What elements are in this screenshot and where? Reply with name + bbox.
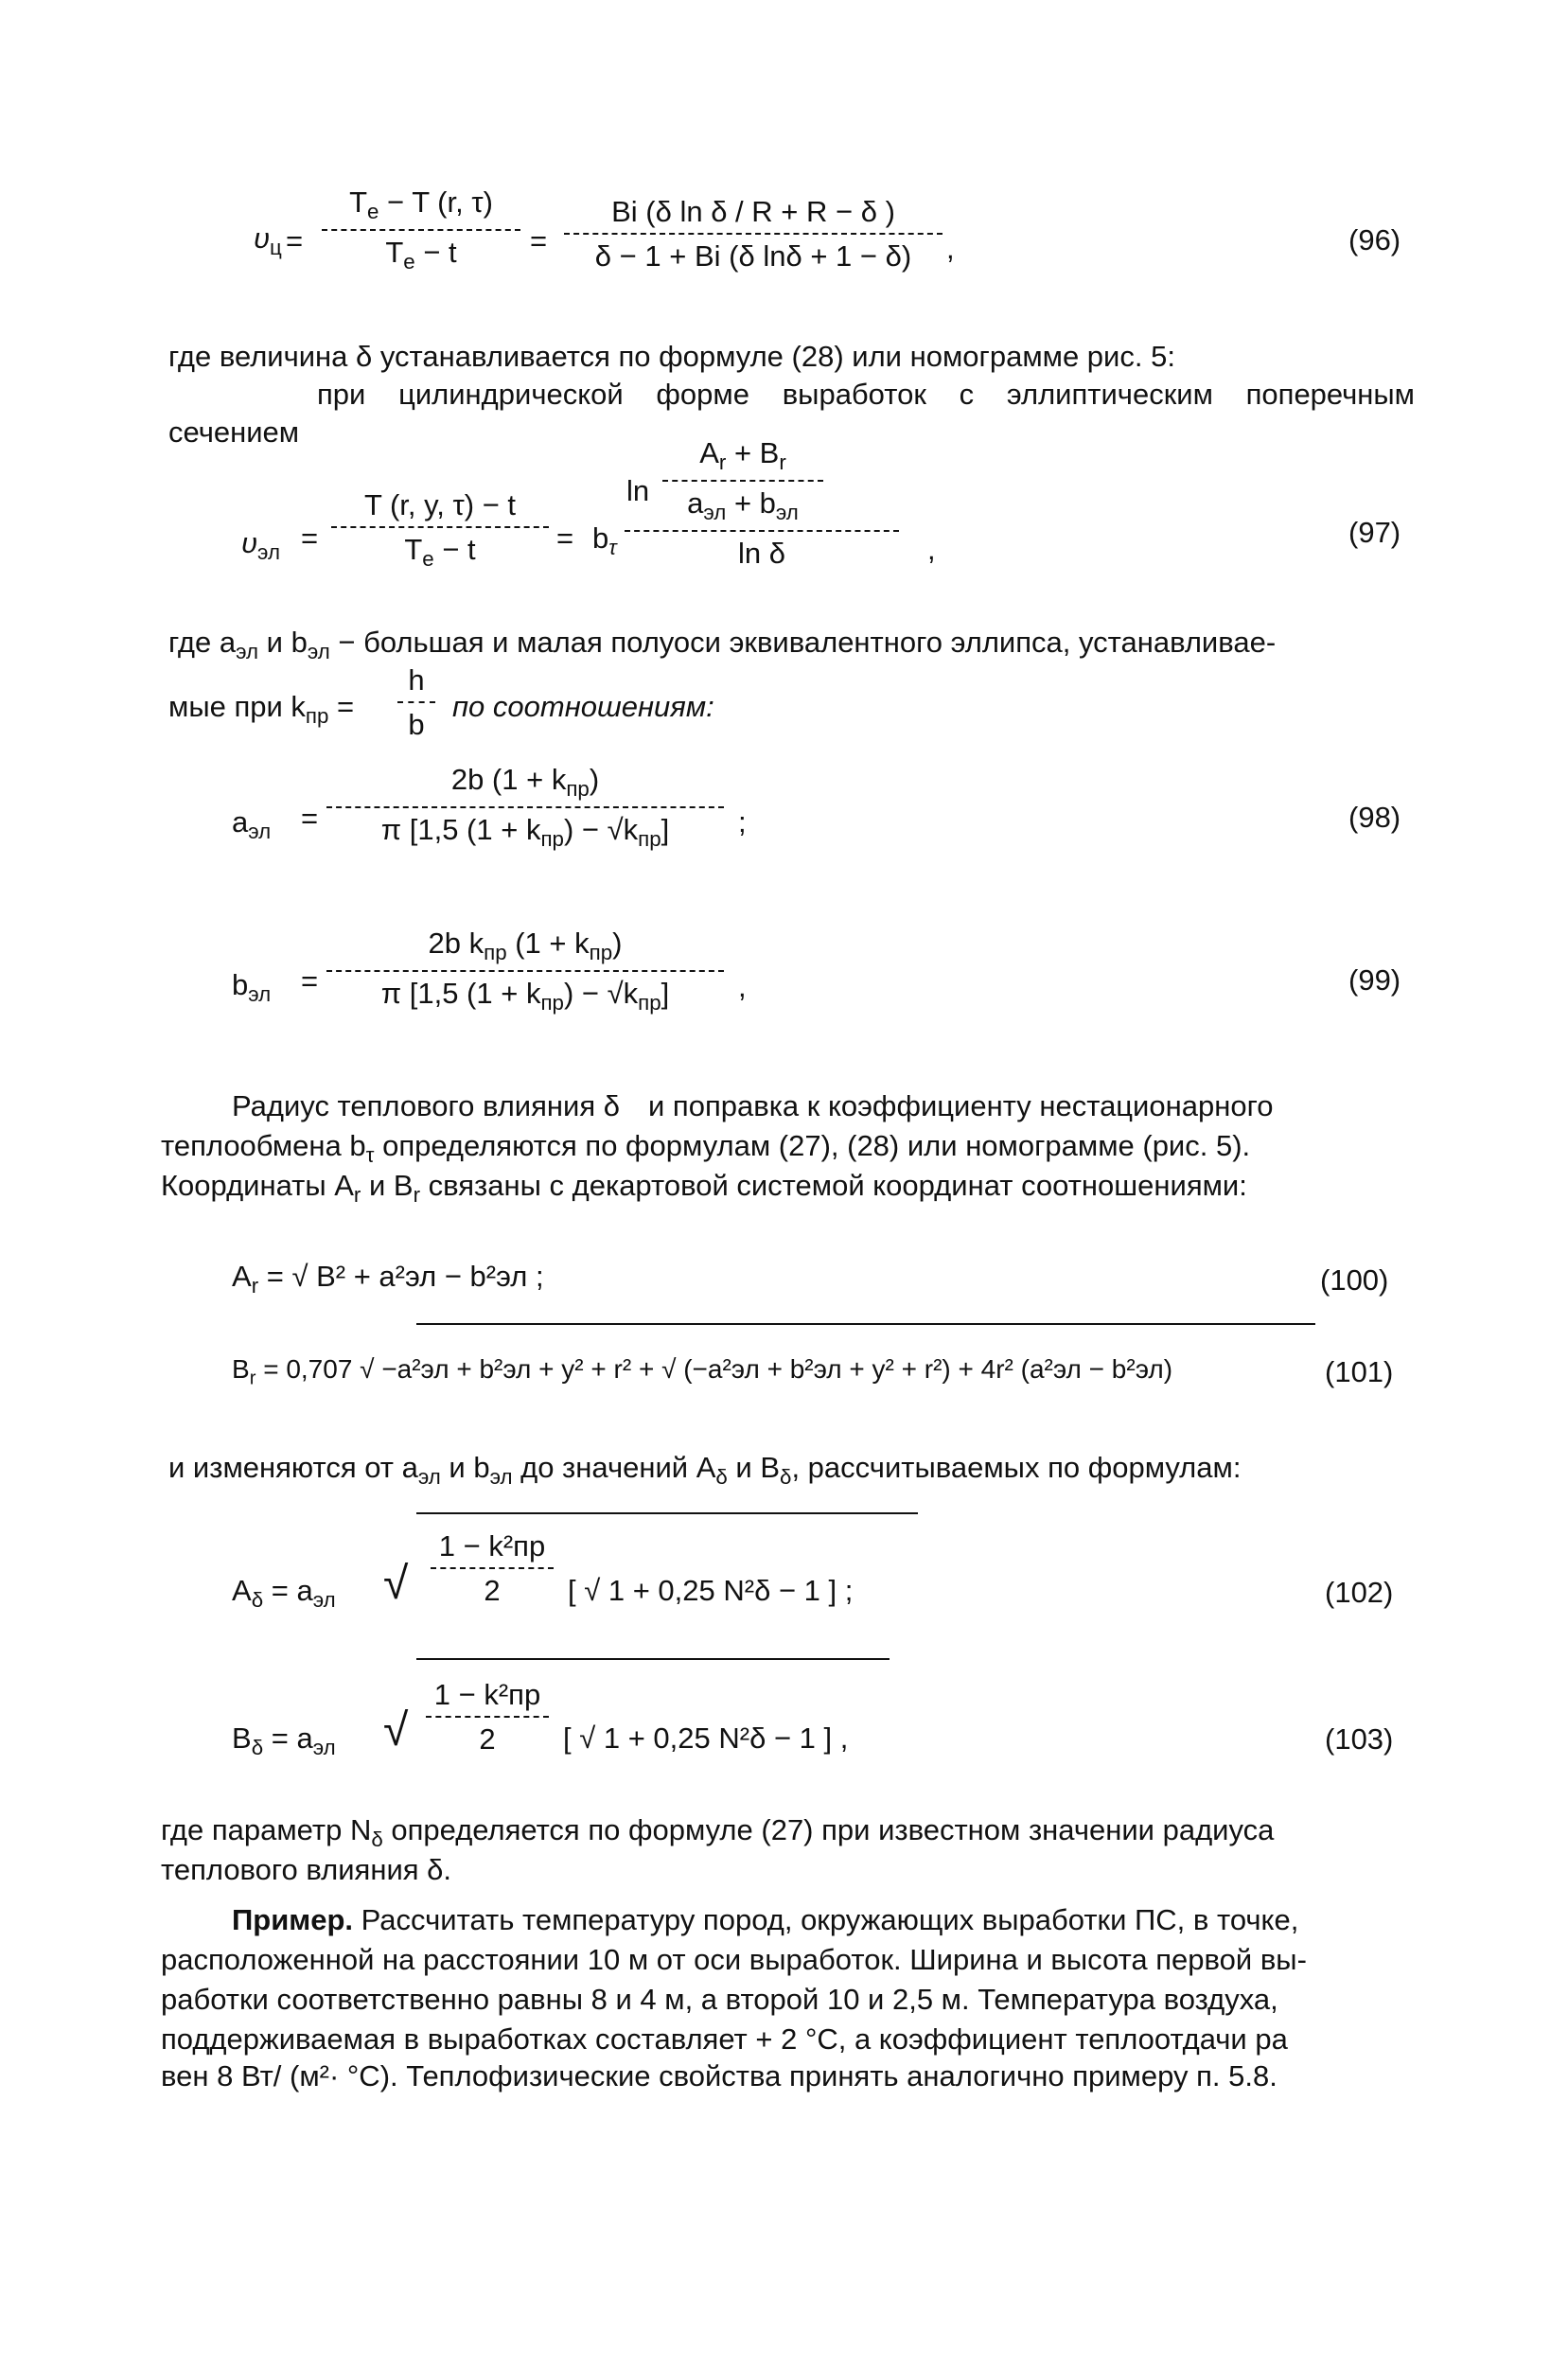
text-line-p2a: при цилиндрической форме выработок с эллиптическим поперечным <box>317 378 1415 411</box>
text-line-p7-2: расположенной на расстоянии 10 м от оси выработок. Ширина и высота первой вы- <box>161 1943 1307 1976</box>
eq97-inner-fraction: $A_r + B_r$ $a_{эл} + b_{эл}$ <box>662 435 823 526</box>
eq99-number: (99) <box>1348 963 1401 997</box>
eq96-lhs: $\upsilon_ц$ <box>254 221 282 260</box>
eq101-overline <box>416 1323 1315 1325</box>
eq100: $A_r$ = √ B² + a²эл − b²эл ; <box>232 1260 544 1298</box>
eq98-equals: = <box>301 802 319 835</box>
eq101-number: (101) <box>1325 1355 1394 1388</box>
eq96-equals-1: = <box>286 224 304 257</box>
eq103-overline <box>416 1658 890 1660</box>
eq102-root: √ <box>383 1559 409 1609</box>
eq97-ln: ln <box>626 474 650 507</box>
eq97-outer-bar: ln δ <box>625 526 899 571</box>
text-line-p7-1: Пример. Рассчитать температуру пород, окружающих выработки ПС, в точке, <box>232 1903 1299 1936</box>
eq100-number: (100) <box>1320 1263 1389 1297</box>
eq102-overline <box>416 1512 918 1514</box>
text-line-p4-3: Координаты $A_r$ и $B_r$ связаны с декартовой системой координат соотношениями: <box>161 1169 1247 1208</box>
eq96-comma: , <box>946 232 955 265</box>
text-p3b-tail: по соотношениям: <box>452 690 714 723</box>
eq97-equals-1: = <box>301 521 319 555</box>
eq102-lhs: $A_\delta = a_{эл}$ <box>232 1574 336 1613</box>
eq103-fraction: 1 − k²пр 2 <box>426 1677 549 1757</box>
eq99-lhs: $b_{эл}$ <box>232 968 272 1007</box>
eq98-semicolon: ; <box>738 805 747 839</box>
text-line-p3a: где $a_{эл}$ и $b_{эл}$ − большая и малая полуоси эквивалентного эллипса, устанавливае- <box>168 626 1277 664</box>
eq102-number: (102) <box>1325 1576 1394 1609</box>
eq97-b-tau: $b_\tau$ <box>592 521 617 560</box>
eq96-fraction-2: Bi (δ ln δ / R + R − δ ) δ − 1 + Bi (δ lnδ + 1 − δ) <box>564 194 943 274</box>
eq102-bracket: [ √ 1 + 0,25 N²δ − 1 ] ; <box>568 1574 854 1607</box>
eq98-fraction: 2b $(1 + k_{пр})$ π [1,5 $(1 + k_{пр}) - √k_{пр}$] <box>326 762 724 853</box>
eq97-lhs: $\upsilon_{эл}$ <box>241 526 280 565</box>
text-line-p1: где величина δ устанавливается по формуле (28) или номограмме рис. 5: <box>168 340 1175 373</box>
eq103-number: (103) <box>1325 1722 1394 1756</box>
eq103-lhs: $B_\delta = a_{эл}$ <box>232 1722 336 1760</box>
text-line-p6-1: где параметр $N_\delta$ определяется по формуле (27) при известном значении радиуса <box>161 1813 1275 1852</box>
eq99-comma: , <box>738 970 747 1003</box>
eq97-comma: , <box>927 533 936 566</box>
eq96-number: (96) <box>1348 223 1401 256</box>
eq97-fraction-1: T (r, y, τ) − t $T_e - t$ <box>331 487 549 573</box>
eq99-equals: = <box>301 964 319 998</box>
text-line-p4-2: теплообмена $b_\tau$ определяются по формулам (27), (28) или номограмме (рис. 5). <box>161 1129 1251 1168</box>
text-line-p6-2: теплового влияния δ. <box>161 1853 452 1886</box>
eq98-lhs: $a_{эл}$ <box>232 805 272 844</box>
eq99-fraction: 2b $k_{пр}$ $(1 + k_{пр})$ π [1,5 $(1 + k_{пр}) - √k_{пр}$] <box>326 926 724 1016</box>
eq96-fraction-1: $T_e - T$ (r, τ) $T_e - t$ <box>322 185 520 275</box>
eq98-number: (98) <box>1348 801 1401 834</box>
text-line-p7-3: работки соответственно равны 8 и 4 м, а второй 10 и 2,5 м. Температура воздуха, <box>161 1983 1278 2016</box>
p3b-fraction-h-b: h b <box>397 662 435 742</box>
eq103-root: √ <box>383 1705 409 1756</box>
text-line-p5: и изменяются от $a_{эл}$ и $b_{эл}$ до значений $A_\delta$ и $B_\delta$, рассчитываемых по формулам: <box>168 1451 1242 1490</box>
text-line-p7-4: поддерживаемая в выработках составляет + 2 °С, а коэффициент теплоотдачи ра <box>161 2022 1288 2056</box>
eq102-fraction: 1 − k²пр 2 <box>431 1528 554 1608</box>
eq97-equals-2: = <box>556 521 574 555</box>
eq101: $B_r = 0,707$ √ −a²эл + b²эл + y² + r² + √ (−a²эл + b²эл + y² + r²) + 4r² (a²эл − b²эл) <box>232 1354 1173 1389</box>
text-line-p3b: мые при $k_{пр}$ = <box>168 690 355 729</box>
text-line-p7-5: вен 8 Вт/ (м²· °С). Теплофизические свойства принять аналогично примеру п. 5.8. <box>161 2059 1277 2092</box>
eq103-bracket: [ √ 1 + 0,25 N²δ − 1 ] , <box>563 1722 849 1755</box>
eq97-number: (97) <box>1348 516 1401 549</box>
text-line-p4-1: Радиус теплового влияния δ и поправка к коэффициенту нестационарного <box>232 1089 1274 1122</box>
text-line-p2b: сечением <box>168 415 300 449</box>
eq96-equals-2: = <box>530 224 548 257</box>
